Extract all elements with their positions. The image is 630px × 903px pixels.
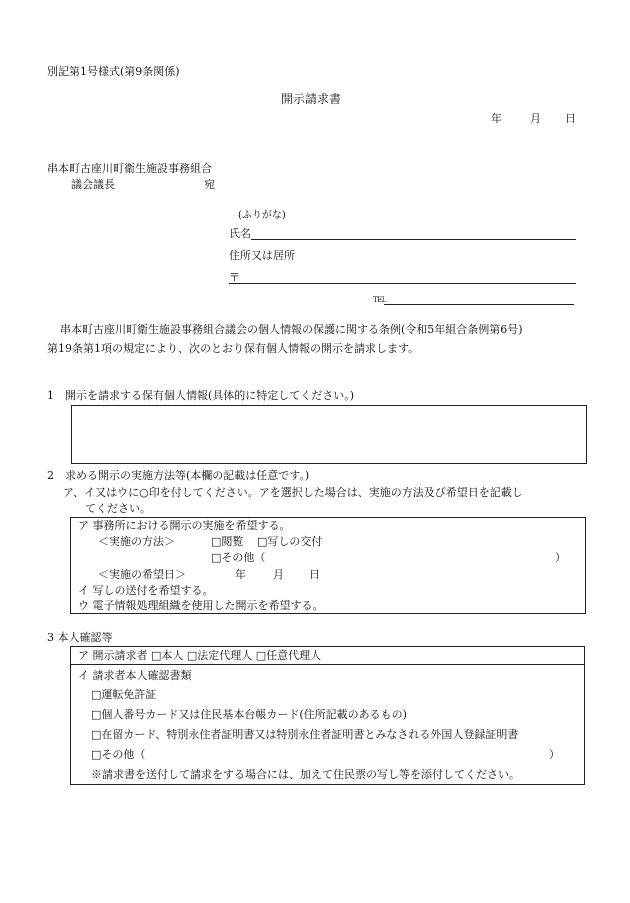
section3-box [70, 646, 585, 785]
method-other-close: ） [555, 551, 566, 564]
method-other-checkbox[interactable]: □その他（ [211, 551, 266, 564]
section2-box [70, 517, 586, 614]
option-i[interactable]: イ 写しの送付を希望する。 [78, 584, 214, 597]
section3-divider [71, 664, 584, 665]
mail-note: ※請求書を送付して請求をする場合には、加えて住民票の写し等を添付してください。 [91, 768, 520, 781]
option-u[interactable]: ウ 電子情報処理組織を使用した開示を希望する。 [78, 599, 324, 612]
furigana-label: (ふりがな) [238, 210, 286, 221]
postal-mark: 〒 [229, 271, 240, 284]
addressee-org: 串本町古座川町衛生施設事務組合 [47, 162, 212, 175]
doc-other-close: ） [549, 748, 560, 761]
method-view-checkbox[interactable]: □閲覧 [211, 535, 244, 548]
intro-line-1: 串本町古座川町衛生施設事務組合議会の個人情報の保護に関する条例(令和5年組合条例第6号) [60, 323, 523, 336]
section2-note-2: てください。 [85, 502, 151, 515]
date-month-label: 月 [530, 112, 541, 125]
method-label: ＜実施の方法＞ [98, 535, 175, 548]
desired-year[interactable]: 年 [235, 568, 246, 581]
intro-line-2: 第19条第1項の規定により、次のとおり保有個人情報の開示を請求します。 [47, 342, 420, 355]
date-label: ＜実施の希望日＞ [98, 568, 186, 581]
form-reference: 別記第1号様式(第9条関係) [47, 65, 180, 78]
page-title: 開示請求書 [281, 92, 342, 106]
name-label: 氏名 [229, 227, 251, 240]
address-field-line[interactable] [229, 283, 576, 284]
tel-label: TEL [373, 296, 386, 304]
method-copy-checkbox[interactable]: □写しの交付 [257, 535, 323, 548]
requester-type-row[interactable]: ア 開示請求者 □本人 □法定代理人 □任意代理人 [78, 649, 322, 662]
addressee-honorific: 宛 [204, 178, 215, 191]
personal-info-textarea[interactable] [71, 405, 587, 464]
doc-residence-card-checkbox[interactable]: □在留カード、特別永住者証明書又は特別永住者証明書とみなされる外国人登録証明書 [91, 728, 519, 741]
address-label: 住所又は居所 [229, 249, 295, 262]
option-a[interactable]: ア 事務所における開示の実施を希望する。 [78, 519, 291, 532]
tel-field-line[interactable] [384, 304, 574, 305]
doc-other-checkbox[interactable]: □その他（ [91, 748, 146, 761]
doc-mynumber-checkbox[interactable]: □個人番号カード又は住民基本台帳カード(住所記載のあるもの) [91, 708, 407, 721]
date-day-label: 日 [565, 112, 576, 125]
doc-license-checkbox[interactable]: □運転免許証 [91, 688, 157, 701]
addressee-position: 議会議長 [71, 178, 115, 191]
section3-heading: 3 本人確認等 [47, 631, 113, 644]
section1-heading: 1 開示を請求する保有個人情報(具体的に特定してください。) [47, 389, 355, 402]
name-field-line[interactable] [251, 239, 576, 240]
desired-day[interactable]: 日 [309, 568, 320, 581]
desired-month[interactable]: 月 [273, 568, 284, 581]
id-docs-heading: イ 請求者本人確認書類 [78, 669, 192, 682]
date-year-label: 年 [491, 112, 502, 125]
section2-heading: 2 求める開示の実施方法等(本欄の記載は任意です。) [47, 469, 310, 482]
section2-note-1: ア、イ又はウに○印を付してください。アを選択した場合は、実施の方法及び希望日を記載し [63, 486, 523, 499]
